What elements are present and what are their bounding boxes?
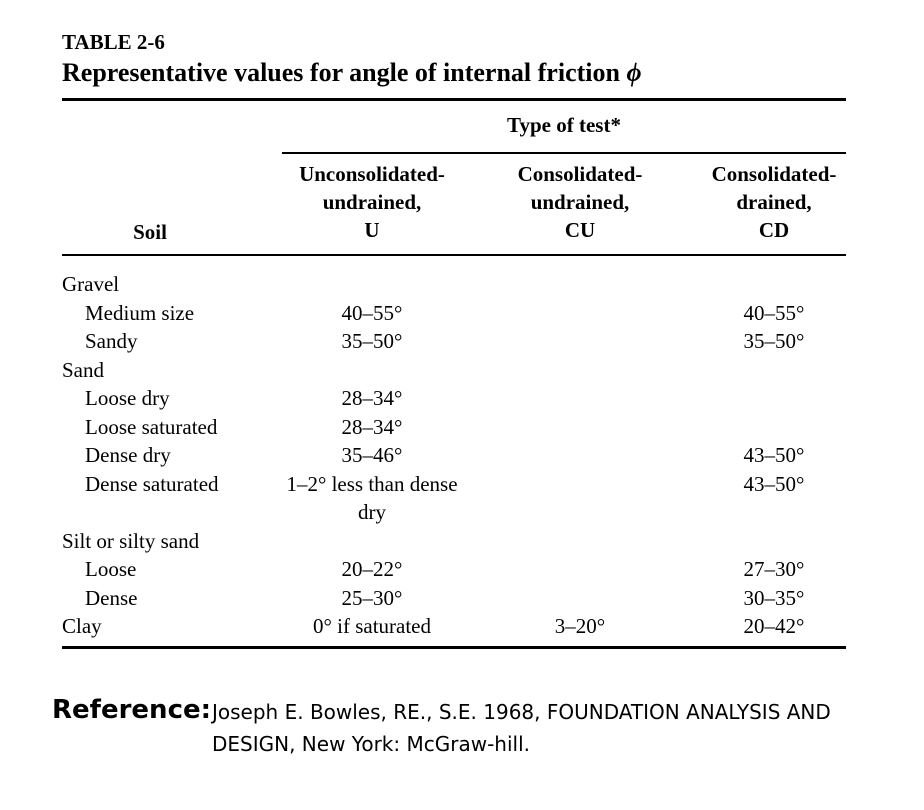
soil-cell: Medium size — [85, 300, 195, 325]
table-row — [62, 327, 846, 356]
table-label: TABLE 2-6 — [62, 30, 165, 54]
soil-cell: Loose dry — [85, 386, 170, 410]
phi-symbol: ϕ — [626, 58, 642, 87]
u-value-cell: 20–22° — [341, 557, 403, 581]
soil-cell: Sandy — [85, 329, 138, 353]
soil-category-silt: Silt or silty sand — [62, 528, 200, 553]
cu-value-cell: 3–20° — [554, 614, 606, 638]
soil-category-gravel: Gravel — [62, 272, 120, 296]
column-header-cd-line-2: drained, — [736, 190, 812, 214]
table-row — [62, 441, 846, 470]
top-rule — [62, 98, 846, 101]
soil-cell: Loose saturated — [85, 414, 218, 439]
cd-value-cell: 40–55° — [743, 300, 805, 325]
u-value-cell: 0° if saturated — [312, 614, 432, 638]
table-row — [62, 384, 846, 413]
table-row — [62, 270, 846, 299]
cd-value-cell: 35–50° — [743, 329, 805, 353]
cd-value-cell: 43–50° — [743, 443, 805, 467]
u-value-cell: 28–34° — [341, 414, 403, 439]
cd-value-cell: 43–50° — [743, 471, 805, 496]
column-header-cu-line-1: Consolidated- — [517, 162, 643, 186]
table-row — [62, 584, 846, 613]
soil-cell: Dense saturated — [85, 471, 219, 496]
soil-cell: Loose — [85, 557, 137, 581]
column-header-u-line-1: Unconsolidated- — [299, 162, 445, 186]
column-header-cu-line-2: undrained, — [530, 190, 630, 214]
u-value-cell: 40–55° — [341, 300, 403, 325]
column-header-u-line-3: U — [364, 218, 380, 242]
column-header-cd-line-1: Consolidated- — [711, 162, 837, 186]
table-row — [62, 470, 846, 527]
bottom-rule — [62, 646, 846, 649]
table-title — [62, 58, 642, 88]
group-rule — [282, 152, 846, 154]
table-row — [62, 527, 846, 556]
u-value-cell: 35–46° — [341, 443, 403, 467]
u-value-cell: 35–50° — [341, 329, 403, 353]
cd-value-cell: 27–30° — [743, 557, 805, 581]
column-header-u — [282, 160, 462, 244]
table-row — [62, 555, 846, 584]
u-value-cell: 25–30° — [341, 585, 403, 610]
column-header-u-line-2: undrained, — [322, 190, 422, 214]
soil-cell: Dense — [85, 585, 138, 610]
table-row — [62, 612, 846, 641]
column-header-soil — [62, 218, 238, 246]
column-header-cu-line-3: CU — [564, 218, 596, 242]
reference-text: Joseph E. Bowles, RE., S.E. 1968, FOUNDATION ANALYSIS AND DESIGN, New York: McGraw-hill. — [212, 700, 831, 756]
type-of-test-header: Type of test* — [507, 113, 621, 137]
cd-value-cell: 20–42° — [743, 614, 805, 638]
soil-category-clay: Clay — [62, 614, 102, 638]
u-value-cell: 28–34° — [341, 386, 403, 410]
table-body — [62, 270, 846, 641]
column-header-soil-label: Soil — [133, 220, 167, 244]
table-title-text: Representative values for angle of internal friction — [62, 58, 620, 87]
reference-label: Reference: — [52, 695, 212, 725]
soil-category-sand: Sand — [62, 357, 104, 382]
cd-value-cell: 30–35° — [743, 585, 805, 610]
table-row — [62, 299, 846, 328]
header-rule — [62, 254, 846, 256]
column-header-cu — [490, 160, 670, 244]
table-row — [62, 413, 846, 442]
table-row — [62, 356, 846, 385]
column-header-cd — [694, 160, 854, 244]
u-value-cell: 1–2° less than dense dry — [286, 471, 458, 524]
soil-cell: Dense dry — [85, 443, 171, 467]
column-header-cd-line-3: CD — [758, 218, 790, 242]
